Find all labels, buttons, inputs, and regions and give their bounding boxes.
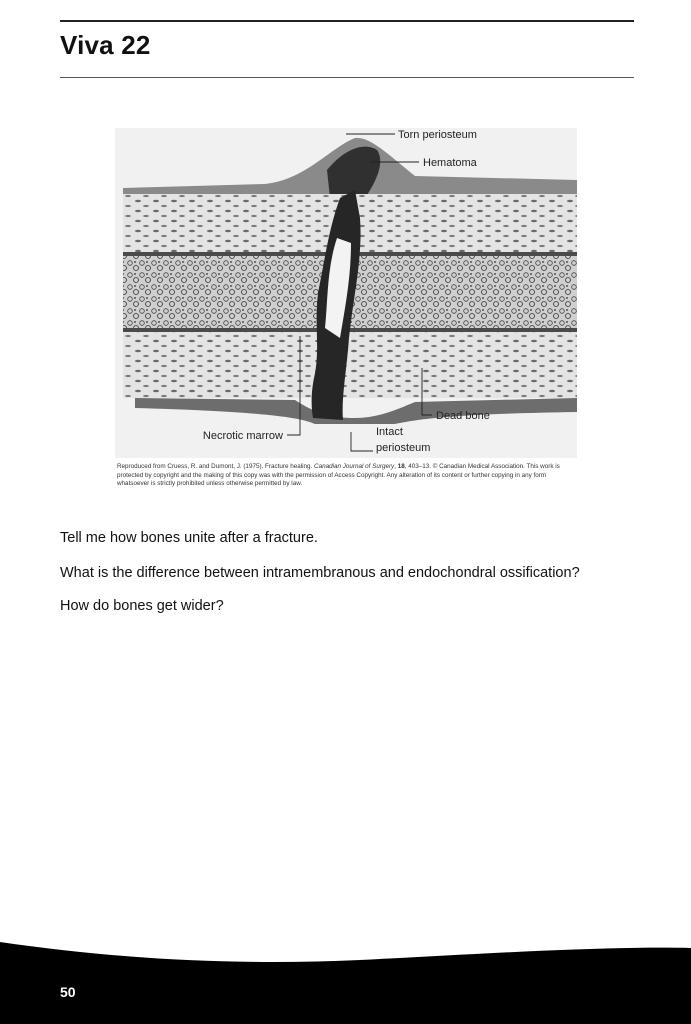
label-intact: Intact bbox=[376, 426, 403, 438]
label-dead-bone: Dead bone bbox=[436, 410, 490, 422]
question-2: What is the difference between intramembranous and endochondral ossification? bbox=[60, 565, 580, 581]
label-periosteum: periosteum bbox=[376, 442, 431, 454]
figure-caption: Reproduced from Cruess, R. and Dumont, J. (1975). Fracture healing. Canadian Journal of Surgery, 18, 403–13. © Canadian Medical Association. This work is protected by copyright and the making of this copy was with the permission of Access Copyright. Any alteration of its content or further copying in any form whatsoever is strictly prohibited unless otherwise permitted by law. bbox=[117, 463, 560, 488]
caption-prefix: Reproduced from Cruess, R. and Dumont, J. (1975). Fracture healing. bbox=[117, 463, 313, 470]
caption-suffix: , 403–13. © Canadian Medical Association. This work is protected by copyright and the making of this copy was with the permission of Access Copyright. Any alteration of its content or further copying in any form whatsoever is strictly prohibited unless otherwise permitted by law. bbox=[117, 463, 560, 488]
label-torn-periosteum: Torn periosteum bbox=[398, 129, 477, 141]
footer-band bbox=[0, 930, 691, 1024]
page-title: Viva 22 bbox=[60, 30, 151, 60]
caption-journal: Canadian Journal of Surgery bbox=[314, 463, 395, 470]
question-3: How do bones get wider? bbox=[60, 598, 224, 614]
fracture-healing-illustration bbox=[115, 128, 577, 458]
title-underline bbox=[60, 77, 634, 78]
caption-volume: 18 bbox=[397, 463, 405, 470]
top-rule bbox=[60, 20, 634, 22]
label-necrotic-marrow: Necrotic marrow bbox=[202, 430, 283, 442]
page-number: 50 bbox=[60, 984, 76, 1000]
question-1: Tell me how bones unite after a fracture. bbox=[60, 530, 318, 546]
label-hematoma: Hematoma bbox=[423, 157, 477, 169]
